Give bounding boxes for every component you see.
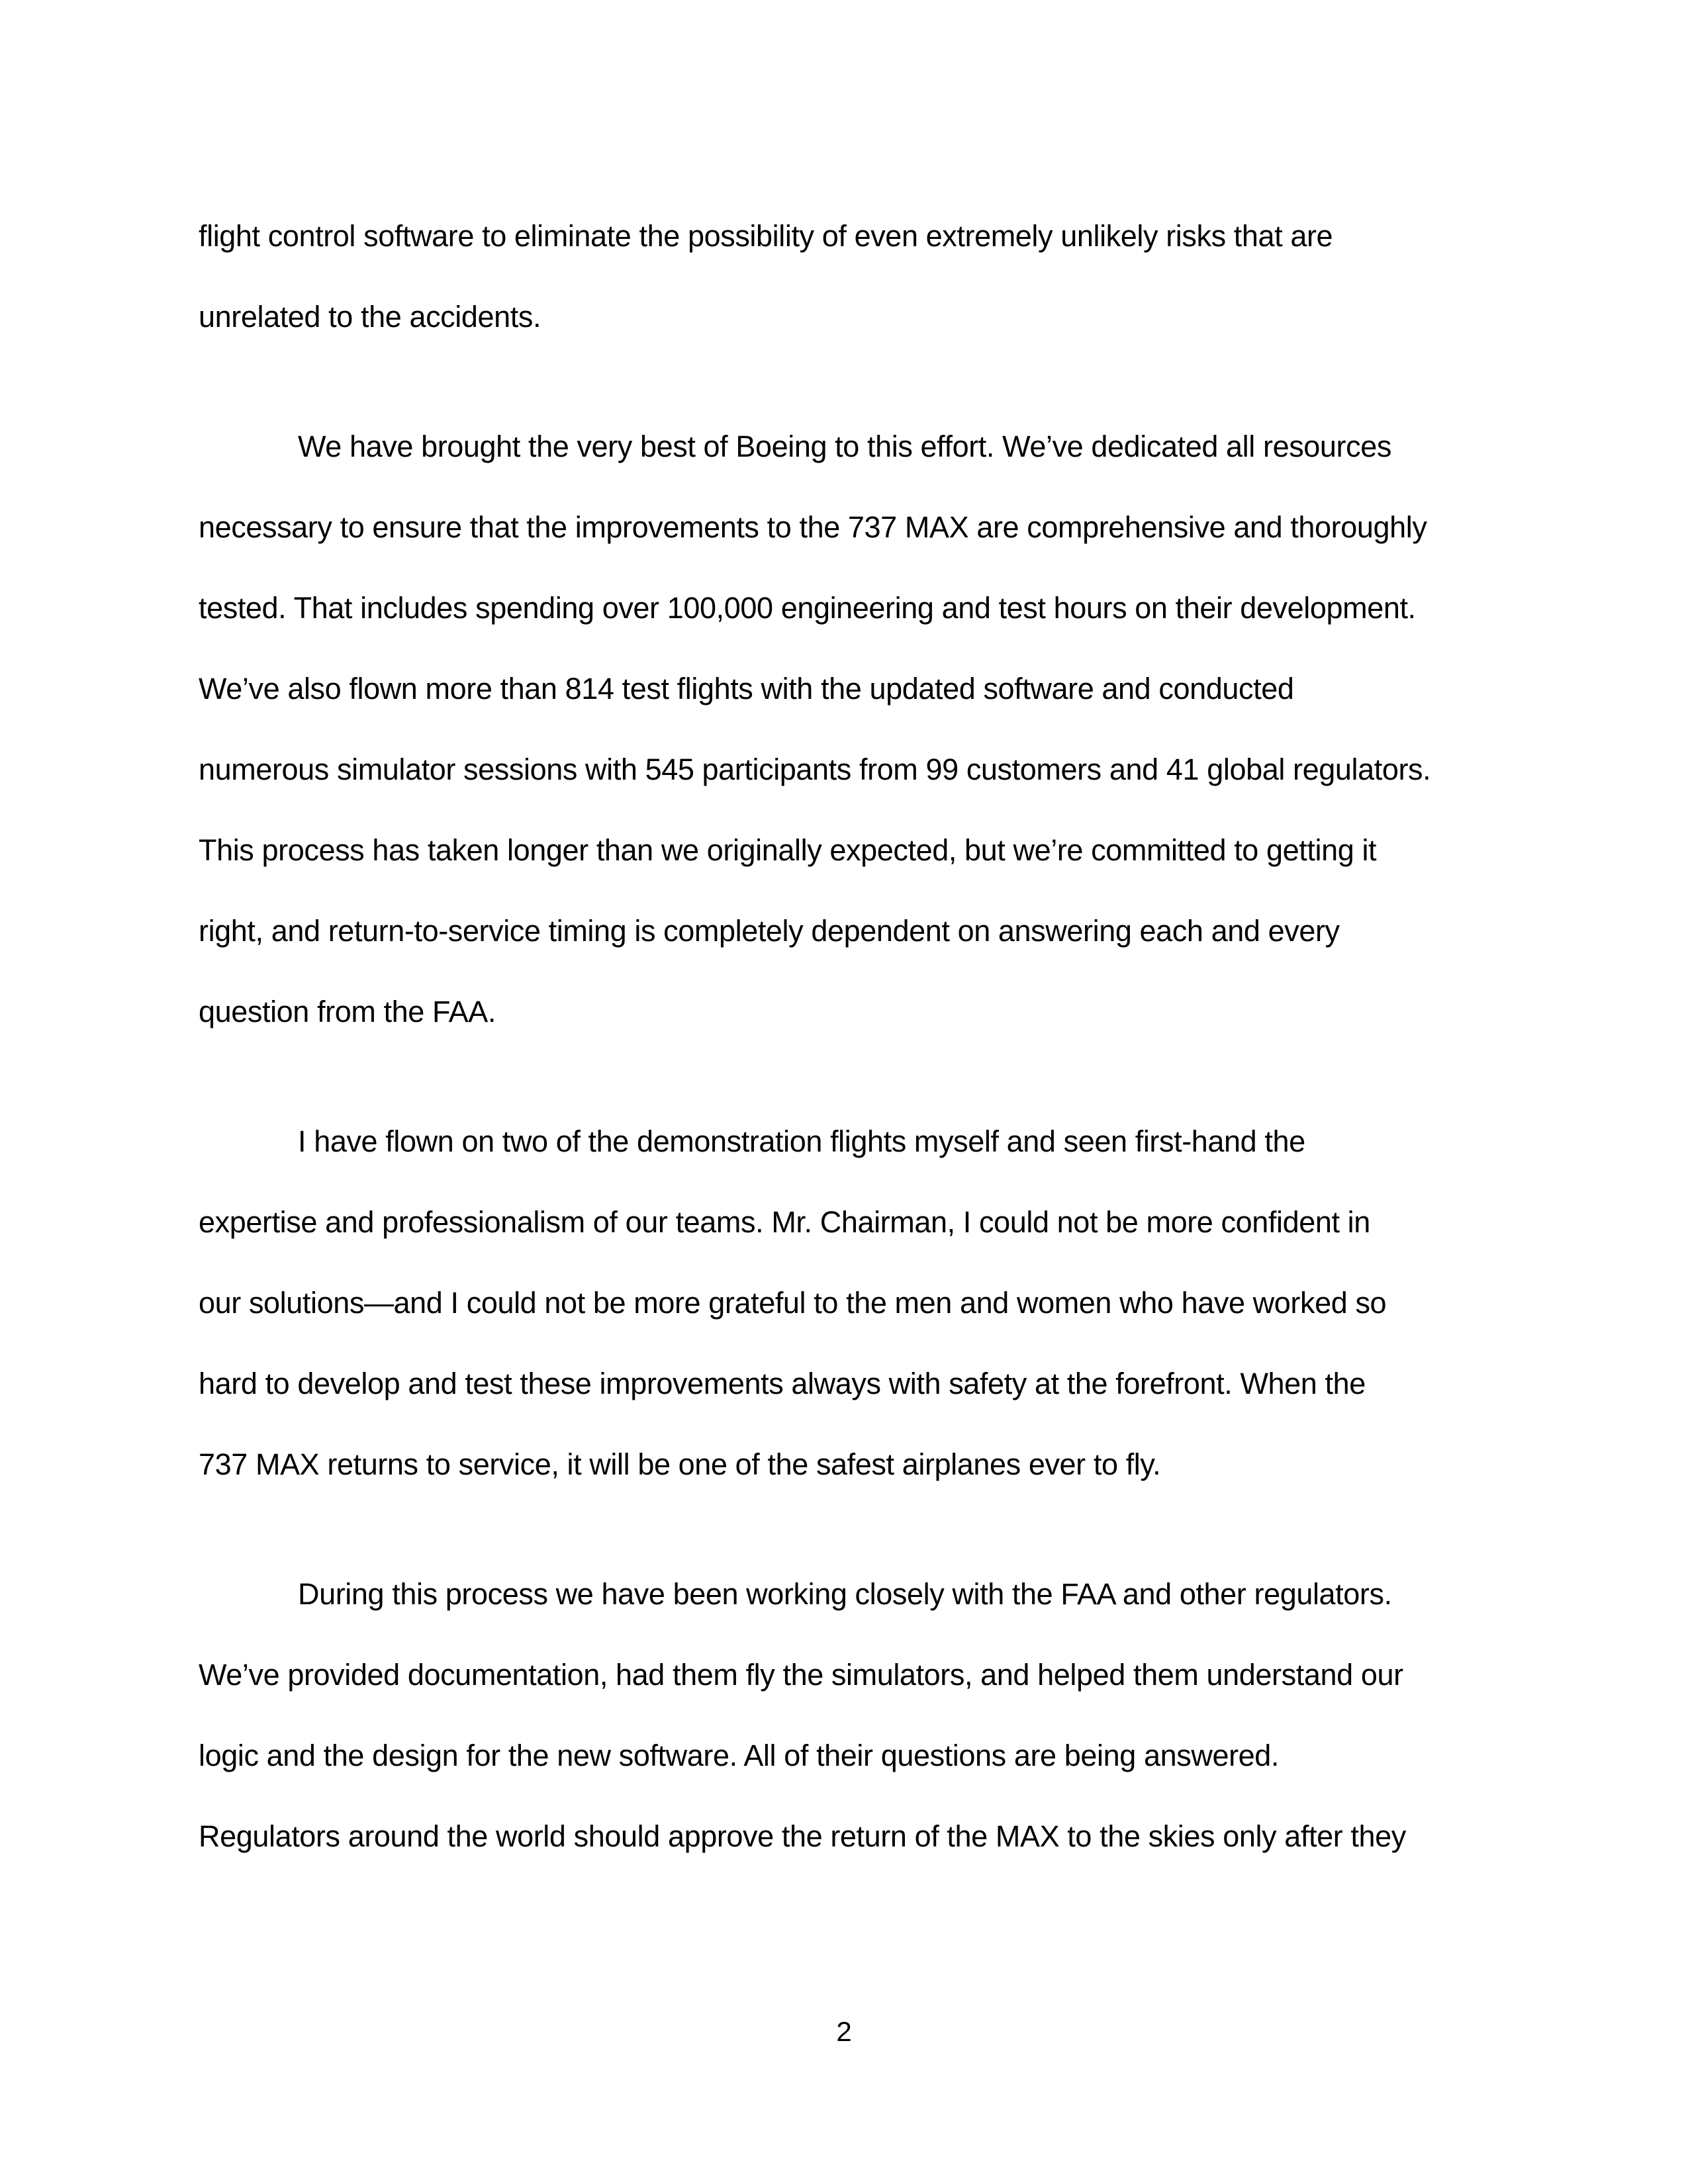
- text-line: We have brought the very best of Boeing to this effort. We’ve dedicated all resources: [298, 430, 1391, 463]
- text-line: Regulators around the world should approve the return of the MAX to the skies only after they: [199, 1819, 1406, 1853]
- text-line: tested. That includes spending over 100,000 engineering and test hours on their development.: [199, 591, 1416, 625]
- text-line: logic and the design for the new software. All of their questions are being answered.: [199, 1739, 1280, 1772]
- text-line: 737 MAX returns to service, it will be one of the safest airplanes ever to fly.: [199, 1447, 1161, 1481]
- text-line: During this process we have been working closely with the FAA and other regulators.: [298, 1577, 1392, 1611]
- paragraph-4: [199, 1554, 1496, 1877]
- text-line: right, and return-to-service timing is completely dependent on answering each and every: [199, 914, 1340, 948]
- text-line: expertise and professionalism of our teams. Mr. Chairman, I could not be more confident in: [199, 1205, 1370, 1239]
- text-line: unrelated to the accidents.: [199, 300, 541, 334]
- paragraph-1: [199, 196, 1496, 357]
- text-line: We’ve also flown more than 814 test flights with the updated software and conducted: [199, 672, 1294, 705]
- text-line: hard to develop and test these improvements always with safety at the forefront. When the: [199, 1367, 1366, 1400]
- paragraph-spacer: [199, 1505, 1496, 1554]
- body-text: [199, 196, 1496, 1877]
- text-line: necessary to ensure that the improvements to the 737 MAX are comprehensive and thoroughly: [199, 510, 1427, 544]
- text-line: question from the FAA.: [199, 995, 496, 1028]
- paragraph-3: [199, 1101, 1496, 1505]
- page-number: 2: [836, 2016, 852, 2047]
- paragraph-2: [199, 406, 1496, 1052]
- paragraph-spacer: [199, 357, 1496, 406]
- text-line: I have flown on two of the demonstration flights myself and seen first-hand the: [298, 1124, 1305, 1158]
- paragraph-spacer: [199, 1052, 1496, 1101]
- text-line: our solutions—and I could not be more grateful to the men and women who have worked so: [199, 1286, 1387, 1320]
- text-line: This process has taken longer than we originally expected, but we’re committed to getting it: [199, 833, 1377, 867]
- text-line: flight control software to eliminate the possibility of even extremely unlikely risks that are: [199, 219, 1333, 253]
- text-line: We’ve provided documentation, had them fly the simulators, and helped them understand our: [199, 1658, 1403, 1692]
- text-line: numerous simulator sessions with 545 participants from 99 customers and 41 global regulators.: [199, 752, 1431, 786]
